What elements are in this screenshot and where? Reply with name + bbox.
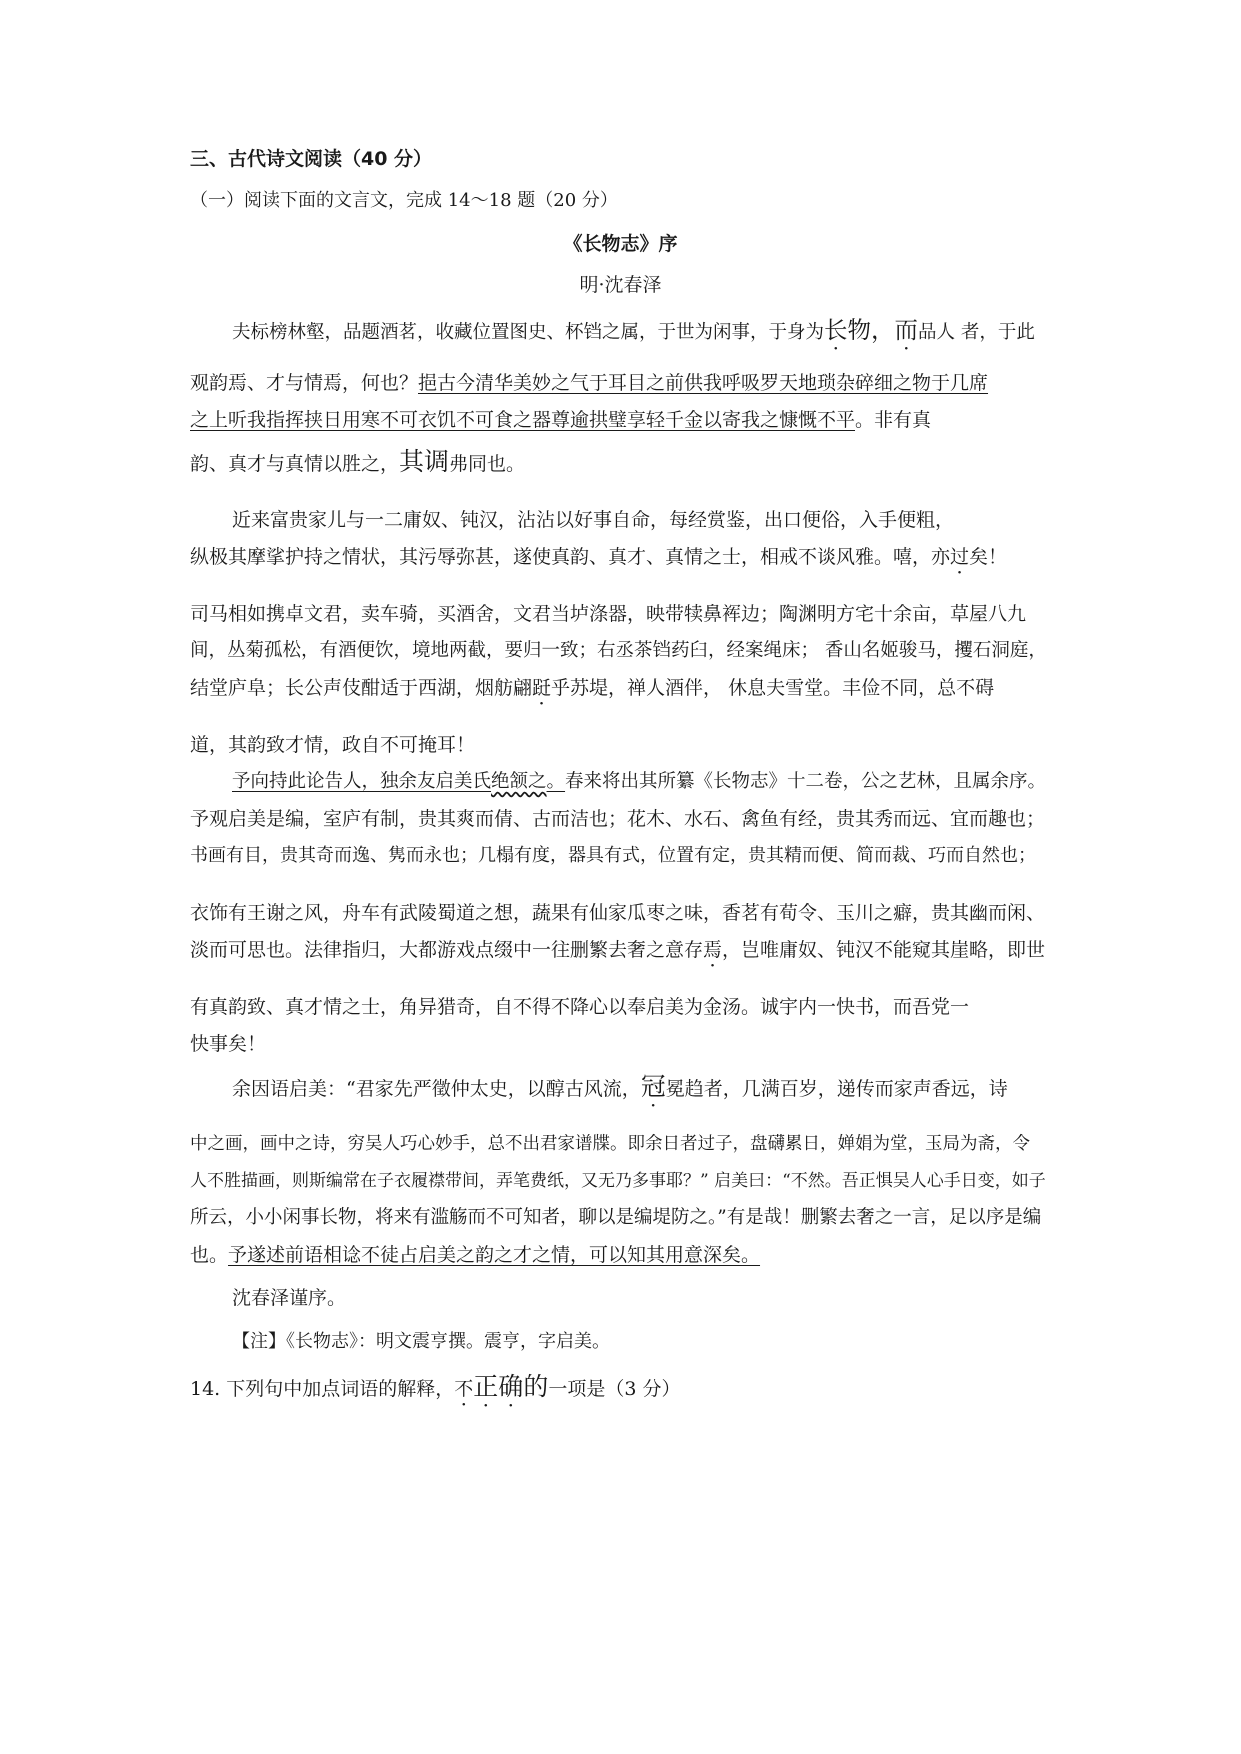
- p2-l2-text-end: 矣！: [969, 546, 1008, 568]
- p2-line-6: 道，其韵致才情，政自不可掩耳！: [190, 734, 476, 756]
- question-14: [190, 1373, 680, 1403]
- p4-line-3: 人不胜描画，则斯编常在子衣履襟带间，弄笔费纸，又无乃多事耶？” 启美曰：“不然。吾正惧吴人心手日变，如子: [190, 1171, 1046, 1191]
- p4-line-4: 所云，小小闲事长物，将来有滥觞而不可知者，聊以是编堤防之。”有是哉！删繁去奢之一言，足以序是编: [190, 1207, 1042, 1228]
- p1-l1-dotted-chang: 长: [824, 316, 848, 344]
- p3-line-3: 书画有目，贵其奇而逸、隽而永也；几榻有度，器具有式，位置有定，贵其精而便、简而裁、巧而自然也；: [190, 845, 1036, 866]
- p1-l2-text: 观韵焉、才与情焉，何也？: [190, 372, 419, 394]
- p4-l1-dotted-guan: 冠: [640, 1072, 666, 1101]
- p3-l1-text: 春来将出其所纂《长物志》十二卷，公之艺林，且属余序。: [565, 771, 1047, 792]
- p3-line-4: 衣饰有王谢之风，舟车有武陵蜀道之想，蔬果有仙家瓜枣之味，香茗有荀令、玉川之癖，贵其幽而闲、: [190, 902, 1046, 924]
- p4-l1-text: 余因语启美：“君家先严徵仲太史，以醇古风流，: [232, 1078, 641, 1100]
- p3-l1-wavy-underlined: 绝颔之: [491, 771, 547, 792]
- q14-text-end: 一项是（3 分）: [548, 1378, 681, 1400]
- p2-line-1: 近来富贵家儿与一二庸奴、钝汉，沾沾以好事自命，每经赏鉴，出口便俗，入手便粗，: [232, 509, 955, 531]
- p1-line-4: [190, 448, 525, 478]
- p3-l1-underlined-end: 。: [546, 771, 566, 792]
- p2-l5-text: 结堂庐阜；长公声伎酣适于西湖，烟舫翩: [190, 677, 533, 699]
- p1-line-2: [190, 369, 988, 397]
- p1-l4-qidiao: 其调: [399, 447, 450, 476]
- p4-line-1: [232, 1073, 1008, 1103]
- p1-l2-underlined: 挹古今清华美妙之气于耳目之前供我呼吸罗天地琐杂碎细之物于几席: [418, 372, 989, 394]
- p4-line-2: 中之画，画中之诗，穷吴人巧心妙手，总不出君家谱牒。即余日者过子，盘礴累日，婵娟为堂，玉局为斋，令: [190, 1134, 1030, 1154]
- p1-l1-text: 夫标榜林壑，品题酒茗，收藏位置图史、杯铛之属，于世为闲事，于身为: [232, 322, 825, 343]
- p2-line-3: 司马相如携卓文君，卖车骑，买酒舍，文君当垆涤器，映带犊鼻裈边；陶渊明方宅十余亩，草屋八九: [190, 603, 1027, 625]
- p2-l5-text-end: 乎苏堤，禅人酒伴， 休息夫雪堂。丰俭不同，总不碍: [551, 677, 995, 699]
- p3-l5-dotted-yan: 焉: [703, 939, 723, 961]
- passage-note: 【注】《长物志》：明文震亨撰。震亨，字启美。: [232, 1331, 610, 1352]
- p4-l1-text-end: 冕趋者，几满百岁，递传而家声香远，诗: [665, 1078, 1008, 1100]
- q14-de: 的: [523, 1372, 549, 1401]
- p2-line-5: [190, 674, 994, 702]
- passage-title: 《长物志》序: [563, 233, 678, 255]
- p3-line-5: [190, 936, 1045, 964]
- p3-line-1: [232, 768, 1046, 796]
- p4-l5-underlined: 予遂述前语相谂不徒占启美之韵之才之情，可以知其用意深矣。: [228, 1244, 761, 1266]
- p1-l1-text-end: 品人 者，于此: [918, 322, 1035, 343]
- p3-l5-text: 淡而可思也。法律指归，大都游戏点缀中一往删繁去奢之意存: [190, 939, 704, 961]
- p4-l5-text: 也。: [190, 1244, 229, 1266]
- p2-line-4: 间，丛菊孤松，有酒便饮，境地两截，要归一致；右丞茶铛药臼，经案绳床； 香山名姬骏马，攫石洞庭，: [190, 640, 1047, 661]
- p1-l3-text: 。非有真: [855, 409, 932, 431]
- p1-l3-underlined: 之上听我指挥挟日用寒不可衣饥不可食之器尊逾拱璧享轻千金以寄我之慷慨不平: [190, 409, 856, 431]
- p1-l1-comma: ，: [871, 316, 895, 344]
- section-heading: 三、古代诗文阅读（40 分）: [190, 148, 433, 170]
- q14-dotted-bu: 不: [454, 1378, 474, 1400]
- p2-line-2: [190, 543, 1007, 571]
- p1-line-1: [232, 316, 1035, 347]
- p1-l1-wu: 物: [847, 316, 872, 344]
- p2-l2-text: 纵极其摩挲护持之情状，其污辱弥甚，遂使真韵、真才、真情之士，相戒不谈风雅。嘻，亦: [190, 546, 951, 568]
- passage-author: 明·沈春泽: [579, 274, 662, 296]
- p3-l5-text-end: ，岂唯庸奴、钝汉不能窥其崖略，即世: [722, 939, 1046, 961]
- p3-line-6: 有真韵致、真才情之士，角异猎奇，自不得不降心以奉启美为金汤。诚宇内一快书，而吾党一: [190, 996, 970, 1018]
- p3-line-2: 予观启美是编，室庐有制，贵其爽而倩、古而洁也；花木、水石、禽鱼有经，贵其秀而远、宜而趣也；: [190, 808, 1046, 830]
- section-subheading: （一）阅读下面的文言文，完成 14～18 题（20 分）: [190, 190, 618, 211]
- p4-line-6-signature: 沈春泽谨序。: [232, 1287, 347, 1309]
- p3-line-7: 快事矣！: [190, 1033, 267, 1055]
- p1-l4-text: 韵、真才与真情以胜之，: [190, 453, 400, 475]
- q14-text: 14. 下列句中加点词语的解释，: [190, 1378, 455, 1400]
- q14-dotted-zheng: 正: [473, 1372, 499, 1401]
- p1-l4-text-end: 弗同也。: [449, 453, 526, 475]
- p2-l5-dotted-xian: 跹: [532, 677, 552, 699]
- p1-line-3: [190, 406, 931, 434]
- p2-l2-dotted-guo: 过: [950, 546, 970, 568]
- p4-line-5: [190, 1241, 760, 1269]
- q14-dotted-que: 确: [498, 1372, 524, 1401]
- p3-l1-underlined: 予向持此论告人，独余友启美氏: [232, 771, 492, 792]
- p1-l1-dotted-er: 而: [894, 316, 919, 344]
